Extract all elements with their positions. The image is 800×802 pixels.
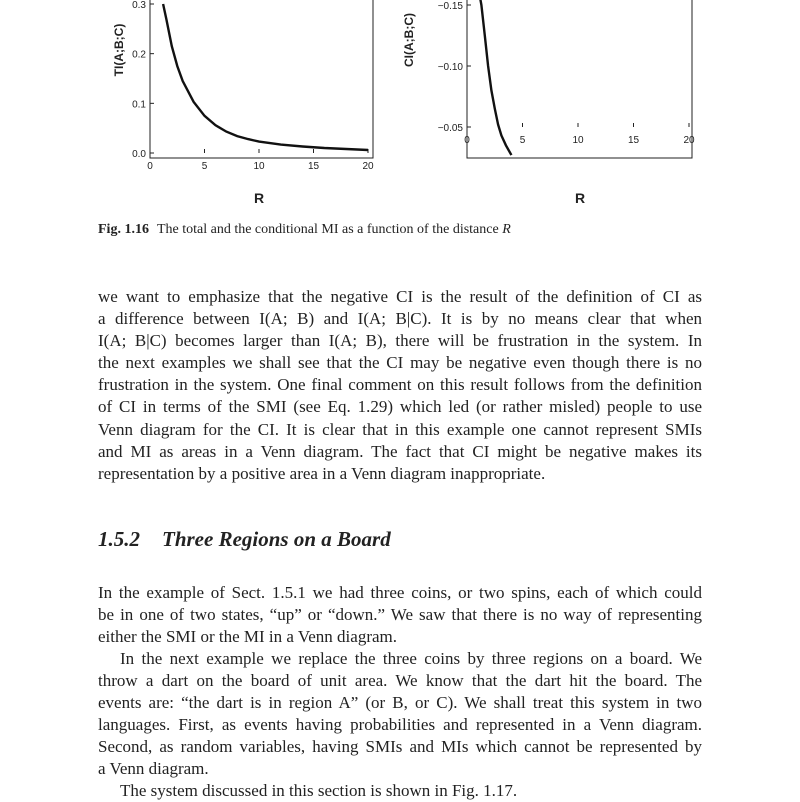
y-tick-label: 0.1 bbox=[132, 99, 146, 111]
y-tick-label: −0.15 bbox=[437, 1, 463, 12]
x-tick-label: 15 bbox=[307, 161, 320, 172]
text-line: the next examples we shall see that the CI may be negative even though there is no bbox=[98, 353, 702, 373]
caption-number: Fig. 1.16 bbox=[98, 222, 149, 237]
left-y-axis-label: TI(A;B;C) bbox=[112, 23, 126, 77]
paragraph-negative-ci bbox=[98, 286, 702, 485]
text-line: and MI as areas in a Venn diagram. The fact that CI might be negative makes its bbox=[98, 441, 702, 461]
text-line: a difference between I(A; B) and I(A; B|C). It is by no means clear that when bbox=[98, 309, 702, 329]
y-tick-label: 0.3 bbox=[132, 0, 146, 11]
x-tick-label: 20 bbox=[683, 135, 695, 146]
right-chart bbox=[402, 0, 695, 206]
text-line: I(A; B|C) becomes larger than I(A; B), there will be frustration in the system. In bbox=[98, 331, 702, 351]
x-tick-label: 15 bbox=[627, 135, 640, 146]
right-x-axis-label: R bbox=[574, 190, 586, 206]
left-series-line bbox=[163, 4, 368, 150]
section-number: 1.5.2 bbox=[98, 527, 140, 551]
text-line: either the SMI or the MI in a Venn diagram. bbox=[98, 627, 398, 647]
text-line: The system discussed in this section is shown in Fig. 1.17. bbox=[120, 781, 518, 800]
x-tick-label: 10 bbox=[572, 135, 584, 146]
text-line: throw a dart on the board of unit area. We know that the dart hit the board. The bbox=[98, 671, 702, 691]
text-line: In the example of Sect. 1.5.1 we had three coins, or two spins, each of which could bbox=[98, 583, 702, 602]
y-tick-label: 0.2 bbox=[132, 49, 146, 61]
left-x-axis-label: R bbox=[253, 190, 265, 206]
text-line: representation by a positive area in a Venn diagram inappropriate. bbox=[98, 463, 546, 483]
x-tick-label: 0 bbox=[147, 161, 153, 172]
text-line: languages. First, as events having probabilities and represented in a Venn diagram. bbox=[98, 715, 702, 735]
x-tick-label: 5 bbox=[201, 161, 208, 172]
left-chart bbox=[112, 0, 374, 206]
text-line: a Venn diagram. bbox=[98, 759, 209, 779]
x-tick-label: 0 bbox=[464, 135, 470, 146]
right-y-axis-label: CI(A;B;C) bbox=[402, 13, 416, 67]
paragraph-system bbox=[98, 780, 702, 802]
paragraph-three-regions bbox=[98, 648, 702, 781]
figure-1-16 bbox=[0, 0, 800, 212]
text-line: Second, as random variables, having SMIs and MIs which cannot be represented by bbox=[98, 737, 702, 757]
y-tick-label: −0.10 bbox=[437, 62, 463, 73]
paragraph-sect-1-5-1 bbox=[98, 582, 702, 648]
x-tick-label: 10 bbox=[253, 161, 265, 172]
x-tick-label: 20 bbox=[362, 161, 374, 172]
y-tick-label: 0.0 bbox=[132, 149, 146, 160]
left-plot-frame bbox=[150, 0, 373, 158]
text-line: frustration in the system. One final comment on this result follows from the definition bbox=[98, 375, 702, 395]
right-series-line bbox=[467, 0, 511, 155]
y-tick-label: −0.05 bbox=[437, 123, 463, 134]
text-line: be in one of two states, “up” or “down.” We saw that there is no way of representing bbox=[98, 605, 702, 625]
section-title: Three Regions on a Board bbox=[162, 527, 391, 551]
text-line: events are: “the dart is in region A” (or B, or C). We shall treat this system in two bbox=[98, 693, 702, 713]
text-line: Venn diagram for the CI. It is clear that in this example one cannot represent SMIs bbox=[98, 419, 702, 439]
section-heading bbox=[98, 527, 391, 552]
caption-variable: R bbox=[502, 222, 511, 237]
caption-text: The total and the conditional MI as a function of the distance bbox=[156, 222, 503, 237]
text-line: we want to emphasize that the negative CI is the result of the definition of CI as bbox=[98, 287, 702, 306]
x-tick-label: 5 bbox=[519, 135, 526, 146]
figure-caption bbox=[98, 222, 511, 238]
text-line: of CI in terms of the SMI (see Eq. 1.29) which led (or rather misled) people to use bbox=[98, 397, 702, 417]
text-line: In the next example we replace the three coins by three regions on a board. We bbox=[120, 649, 702, 668]
